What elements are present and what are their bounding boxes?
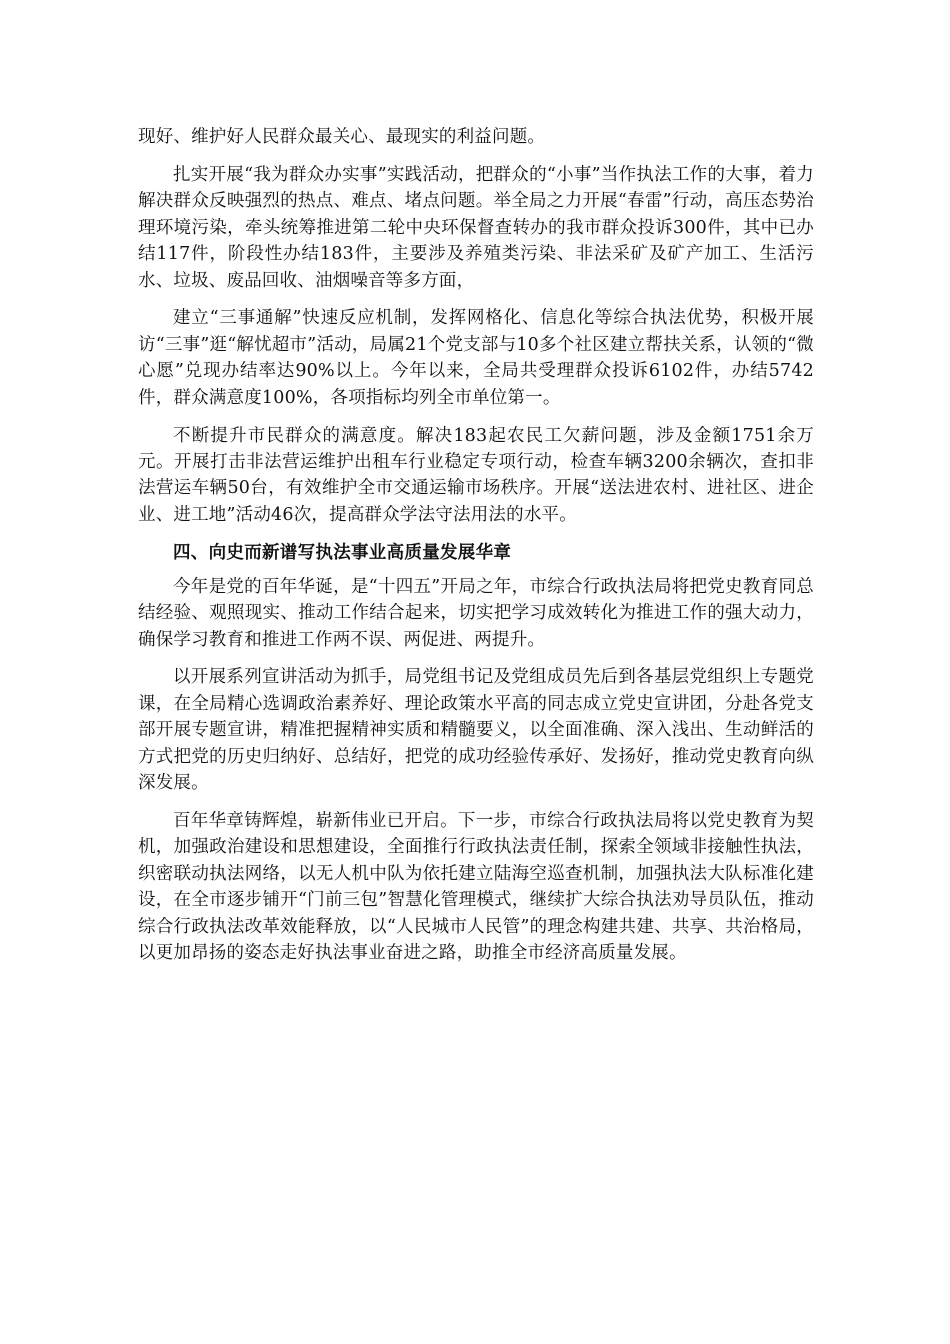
paragraph-lecture-activities: 以开展系列宣讲活动为抓手，局党组书记及党组成员先后到各基层党组织上专题党课，在全局精心选调政治素养好、理论政策水平高的同志成立党史宣讲团，分赴各党支部开展专题宣讲，精准把握精神实质和精髓要义，以全面准确、深入浅出、生动鲜活的方式把党的历史归纳好、总结好，把党的成功经验传承好、发扬好，推动党史教育向纵深发展。 — [138, 667, 814, 794]
paragraph-party-history: 今年是党的百年华诞，是“十四五”开局之年，市综合行政执法局将把党史教育同总结经验、观照现实、推动工作结合起来，切实把学习成效转化为推进工作的强大动力，确保学习教育和推进工作两不误、两促进、两提升。 — [138, 576, 814, 650]
section-heading: 四、向史而新谱写执法事业高质量发展华章 — [173, 542, 512, 563]
paragraph-satisfaction: 不断提升市民群众的满意度。解决183起农民工欠薪问题，涉及金额1751余万元。开展打击非法营运维护出租车行业稳定专项行动，检查车辆3200余辆次，查扣非法营运车辆50台，有效维护全市交通运输市场秩序。开展“送法进农村、进社区、进企业、进工地”活动46次，提高群众学法守法用法的水平。 — [138, 425, 814, 525]
document-body — [138, 124, 814, 978]
paragraph-response-mechanism: 建立“三事通解”快速反应机制，发挥网格化、信息化等综合执法优势，积极开展访“三事”逛“解忧超市”活动，局属21个党支部与10多个社区建立帮扶关系，认领的“微心愿”兑现办结率达90%以上。今年以来，全局共受理群众投诉6102件，办结5742件，群众满意度100%，各项指标均列全市单位第一。 — [138, 308, 814, 408]
paragraph-next-steps: 百年华章铸辉煌，崭新伟业已开启。下一步，市综合行政执法局将以党史教育为契机，加强政治建设和思想建设，全面推行行政执法责任制，探索全领域非接触性执法，织密联动执法网络，以无人机中队为依托建立陆海空巡查机制，加强执法大队标准化建设，在全市逐步铺开“门前三包”智慧化管理模式，继续扩大综合执法劝导员队伍，推动综合行政执法改革效能释放，以“人民城市人民管”的理念构建共建、共享、共治格局，以更加昂扬的姿态走好执法事业奋进之路，助推全市经济高质量发展。 — [138, 810, 814, 963]
paragraph-continuation: 现好、维护好人民群众最关心、最现实的利益问题。 — [138, 127, 546, 147]
paragraph-practice-activity: 扎实开展“我为群众办实事”实践活动，把群众的“小事”当作执法工作的大事，着力解决群众反映强烈的热点、难点、堵点问题。举全局之力开展“春雷”行动，高压态势治理环境污染，牵头统筹推进第二轮中央环保督查转办的我市群众投诉300件，其中已办结117件，阶段性办结183件，主要涉及养殖类污染、非法采矿及矿产加工、生活污水、垃圾、废品回收、油烟噪音等多方面， — [138, 164, 814, 291]
